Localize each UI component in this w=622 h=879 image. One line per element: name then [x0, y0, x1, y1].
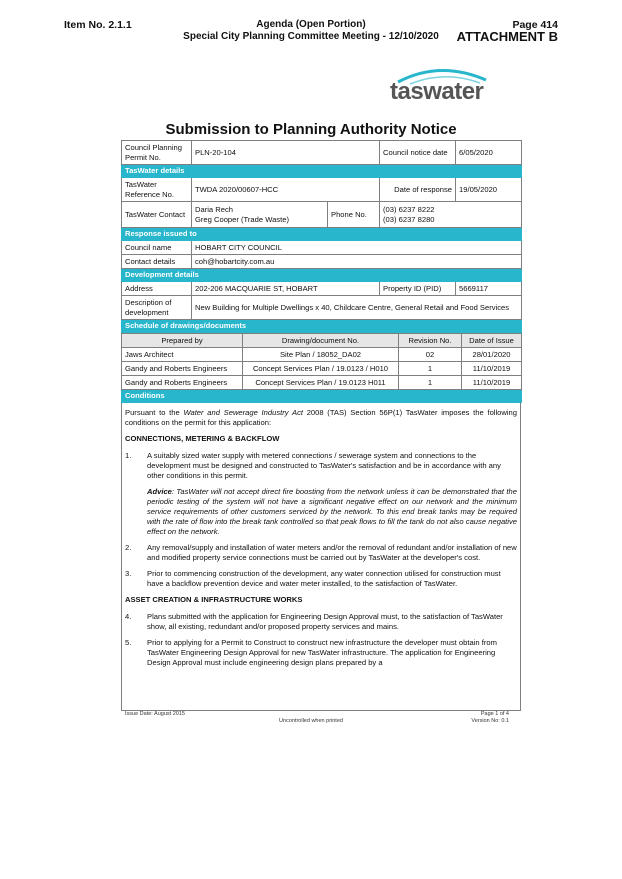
- description-label: Description of development: [122, 296, 192, 320]
- page-count: Page 1 of 4: [480, 711, 509, 717]
- reference-value: TWDA 2020/00607-HCC: [192, 178, 380, 202]
- table-row: [122, 348, 522, 362]
- uncontrolled-note: Uncontrolled when printed: [279, 718, 343, 724]
- condition-number: 3.: [125, 569, 132, 578]
- condition-number: 4.: [125, 612, 132, 621]
- condition-number: 1.: [125, 451, 132, 460]
- section-assets-heading: ASSET CREATION & INFRASTRUCTURE WORKS: [125, 595, 303, 604]
- address-value: 202-206 MACQUARIE ST, HOBART: [192, 282, 380, 296]
- condition-number: 2.: [125, 543, 132, 552]
- contact-names: [192, 202, 328, 228]
- intro-text: Pursuant to the: [125, 408, 184, 417]
- col-revision: Revision No.: [399, 334, 462, 348]
- condition-text: Prior to applying for a Permit to Construct to construct new infrastructure the developer must obtain from TasWater Engineering Design Approval for new TasWater infrastructure. The application for Engineering Design Approval must include engineering design plans prepared by a: [147, 638, 497, 667]
- attachment-label: ATTACHMENT B: [456, 29, 558, 44]
- condition-item: [125, 543, 517, 563]
- cell-revision: 02: [399, 348, 462, 362]
- advice-text: : TasWater will not accept direct fire boosting from the network unless it can be demonstrated that the periodic testing of the system will not have a significant negative effect on our network and the minimum service requirements of other customers serviced by the network. To this end break tanks may be required with the rate of flow into the break tank controlled so that peak flows to fill the tank do not also cause negative effect on the network.: [147, 487, 517, 536]
- condition-text: A suitably sized water supply with metered connections / sewerage system and connections to the development must be designed and constructed to TasWater's satisfaction and be in accordance with any other conditions in this permit.: [147, 451, 501, 480]
- permit-value: PLN-20-104: [192, 141, 380, 165]
- cell-prepared-by: Jaws Architect: [122, 348, 243, 362]
- phone-label: Phone No.: [328, 202, 380, 228]
- cell-date: 11/10/2019: [462, 362, 522, 376]
- cell-document: Concept Services Plan / 19.0123 H011: [243, 376, 399, 390]
- condition-text: Plans submitted with the application for Engineering Design Approval must, to the satisfaction of TasWater show, all existing, redundant and/or proposed property services and mains.: [147, 612, 503, 631]
- page-title: Submission to Planning Authority Notice: [165, 121, 457, 138]
- description-value: New Building for Multiple Dwellings x 40, Childcare Centre, General Retail and Food Services: [192, 296, 522, 320]
- conditions-heading: Conditions: [122, 390, 522, 403]
- cell-revision: 1: [399, 362, 462, 376]
- pid-label: Property ID (PID): [380, 282, 456, 296]
- condition-text: Any removal/supply and installation of water meters and/or the removal of redundant and/or installation of new and modified property service connections must be carried out by TasWater at the developer's cost.: [147, 543, 517, 562]
- cell-revision: 1: [399, 376, 462, 390]
- taswater-details-heading: TasWater details: [122, 165, 522, 178]
- footer-right: [471, 711, 509, 725]
- notice-date-value: 6/05/2020: [456, 141, 522, 165]
- table-row: [122, 362, 522, 376]
- item-number: Item No. 2.1.1: [64, 19, 132, 31]
- phone-numbers: [380, 202, 522, 228]
- version-number: Version No: 0.1: [471, 718, 509, 724]
- agenda-line-2: Special City Planning Committee Meeting - 12/10/2020: [183, 31, 439, 42]
- table-row: [122, 376, 522, 390]
- condition-item: [125, 451, 517, 481]
- col-date-issue: Date of Issue: [462, 334, 522, 348]
- intro-text-cont: 2008 (TAS) Section 56P(1) TasWater imposes the following conditions on the permit for this application:: [125, 408, 518, 427]
- condition-item: [125, 569, 517, 589]
- logo-text: taswater: [390, 78, 484, 105]
- schedule-table: [121, 333, 522, 403]
- act-name: Water and Sewerage Industry Act: [183, 408, 303, 417]
- issue-date: Issue Date: August 2015: [125, 711, 185, 717]
- col-document-no: Drawing/document No.: [243, 334, 399, 348]
- pid-value: 5669117: [456, 282, 522, 296]
- cell-document: Site Plan / 18052_DA02: [243, 348, 399, 362]
- council-name-value: HOBART CITY COUNCIL: [192, 241, 522, 255]
- schedule-heading: Schedule of drawings/documents: [122, 320, 522, 333]
- condition-item: [125, 612, 517, 632]
- phone-1: (03) 6237 8222: [383, 204, 435, 214]
- cell-date: 28/01/2020: [462, 348, 522, 362]
- advice-note: [147, 487, 517, 537]
- phone-2: (03) 6237 8280: [383, 214, 435, 224]
- condition-item: [125, 638, 517, 668]
- condition-number: 5.: [125, 638, 132, 647]
- taswater-logo: [390, 66, 492, 108]
- page-header-right: [457, 19, 558, 43]
- contact-details-value: coh@hobartcity.com.au: [192, 255, 522, 269]
- council-name-label: Council name: [122, 241, 192, 255]
- cell-date: 11/10/2019: [462, 376, 522, 390]
- condition-text: Prior to commencing construction of the development, any water connection utilised for construction must have a backflow prevention device and water meter installed, to the satisfaction of TasWater.: [147, 569, 501, 588]
- contact-label: TasWater Contact: [122, 202, 192, 228]
- cell-prepared-by: Gandy and Roberts Engineers: [122, 362, 243, 376]
- development-heading: Development details: [122, 269, 522, 282]
- notice-document: [121, 140, 521, 711]
- conditions-body: [121, 403, 521, 711]
- col-prepared-by: Prepared by: [122, 334, 243, 348]
- contact-details-label: Contact details: [122, 255, 192, 269]
- cell-document: Concept Services Plan / 19.0123 / H010: [243, 362, 399, 376]
- address-label: Address: [122, 282, 192, 296]
- cell-prepared-by: Gandy and Roberts Engineers: [122, 376, 243, 390]
- permit-label: Council Planning Permit No.: [122, 141, 192, 165]
- response-date-label: Date of response: [380, 178, 456, 202]
- advice-label: Advice: [147, 487, 172, 496]
- agenda-line-1: Agenda (Open Portion): [256, 19, 366, 30]
- page-number: Page 414: [512, 19, 558, 31]
- reference-label: TasWater Reference No.: [122, 178, 192, 202]
- response-heading: Response issued to: [122, 228, 522, 241]
- section-connections-heading: CONNECTIONS, METERING & BACKFLOW: [125, 434, 280, 443]
- conditions-intro: [125, 408, 517, 428]
- response-date-value: 19/05/2020: [456, 178, 522, 202]
- details-table: [121, 140, 522, 333]
- contact-name-1: Daria Rech: [195, 204, 233, 214]
- contact-name-2: Greg Cooper (Trade Waste): [195, 214, 289, 224]
- notice-date-label: Council notice date: [380, 141, 456, 165]
